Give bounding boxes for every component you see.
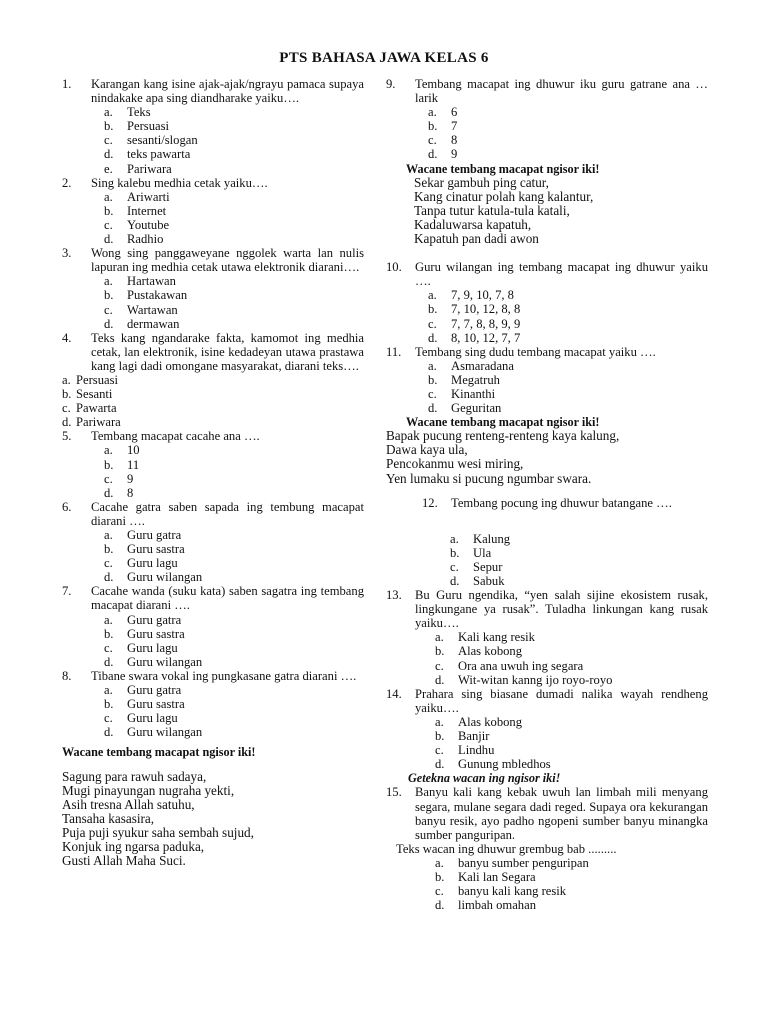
option-letter: c. bbox=[104, 217, 113, 232]
option-letter: b. bbox=[104, 626, 114, 641]
option-text: Lindhu bbox=[458, 743, 495, 758]
option-text: Teks bbox=[127, 105, 151, 120]
option-text: Pawarta bbox=[76, 401, 117, 416]
option-letter: d. bbox=[435, 898, 445, 913]
option-letter: b. bbox=[104, 697, 114, 712]
answer-option bbox=[104, 556, 364, 570]
option-text: Wartawan bbox=[127, 302, 178, 317]
option-letter: a. bbox=[104, 443, 113, 458]
answer-option bbox=[428, 387, 708, 401]
option-letter: a. bbox=[104, 189, 113, 204]
option-text: Internet bbox=[127, 203, 167, 218]
option-letter: b. bbox=[435, 644, 445, 659]
option-letter: c. bbox=[104, 471, 113, 486]
answer-option bbox=[104, 317, 364, 331]
option-text: Guru wilangan bbox=[127, 654, 203, 669]
answer-option bbox=[104, 303, 364, 317]
option-text: 7 bbox=[451, 119, 458, 134]
option-text: Kali lan Segara bbox=[458, 869, 536, 884]
answer-option bbox=[435, 673, 708, 687]
option-text: dermawan bbox=[127, 316, 180, 331]
answer-option bbox=[104, 486, 364, 500]
option-text: Guru wilangan bbox=[127, 725, 203, 740]
question-text: Tembang macapat ing dhuwur iku guru gatrane ana … larik bbox=[415, 77, 708, 106]
answer-option bbox=[428, 317, 708, 331]
option-letter: d. bbox=[428, 330, 438, 345]
answer-option bbox=[104, 162, 364, 176]
question-number: 13. bbox=[386, 588, 402, 603]
question-text: Teks kang ngandarake fakta, kamomot ing medhia cetak, lan elektronik, isine kedadeyan utawa prastawa kang lagi dadi omongane masyarakat, diarani teks…. bbox=[91, 330, 364, 373]
answer-option bbox=[62, 401, 364, 415]
answer-option bbox=[104, 697, 364, 711]
answer-option bbox=[104, 218, 364, 232]
answer-option bbox=[428, 359, 708, 373]
answer-option bbox=[428, 401, 708, 415]
option-letter: c. bbox=[428, 386, 437, 401]
option-letter: a. bbox=[104, 528, 113, 542]
option-text: 8 bbox=[127, 485, 134, 500]
option-text: Guru lagu bbox=[127, 711, 178, 726]
option-letter: a. bbox=[435, 855, 444, 870]
question-7 bbox=[62, 584, 364, 669]
option-text: Hartawan bbox=[127, 274, 176, 289]
left-column bbox=[62, 77, 364, 868]
option-text: Guru wilangan bbox=[127, 570, 203, 585]
section-header: Wacane tembang macapat ngisor iki! bbox=[406, 415, 600, 430]
poem-line: Tanpa tutur katula-tula katali, bbox=[414, 202, 570, 218]
option-text: teks pawarta bbox=[127, 147, 191, 162]
question-stem bbox=[386, 345, 708, 359]
option-text: Radhio bbox=[127, 232, 164, 247]
poem-2 bbox=[386, 176, 708, 246]
section-header: Getekna wacan ing ngisor iki! bbox=[408, 771, 561, 786]
option-letter: b. bbox=[435, 729, 445, 744]
option-text: Sabuk bbox=[473, 574, 505, 588]
answer-option bbox=[435, 659, 708, 673]
answer-option bbox=[428, 373, 708, 387]
answer-option bbox=[450, 574, 708, 588]
option-letter: d. bbox=[104, 725, 114, 740]
question-number: 15. bbox=[386, 785, 402, 800]
option-text: Youtube bbox=[127, 217, 170, 232]
option-letter: c. bbox=[435, 743, 444, 758]
question-stem bbox=[62, 669, 364, 683]
question-text: Bu Guru ngendika, “yen salah sijine ekosistem rusak, lingkungane ya rusak”. Tuladha linkungan kang rusak yaiku…. bbox=[415, 588, 708, 631]
question-12 bbox=[386, 496, 708, 588]
question-number: 9. bbox=[386, 77, 396, 91]
answer-option bbox=[62, 415, 364, 429]
option-letter: d. bbox=[104, 232, 114, 247]
poem-line: Puja puji syukur saha sembah sujud, bbox=[62, 824, 254, 840]
question-number: 12. bbox=[422, 495, 438, 510]
option-letter: b. bbox=[104, 542, 114, 557]
option-letter: c. bbox=[104, 711, 113, 726]
option-text: Guru sastra bbox=[127, 542, 185, 557]
option-text: 9 bbox=[127, 471, 134, 486]
question-5 bbox=[62, 429, 364, 499]
option-letter: c. bbox=[104, 640, 113, 655]
option-letter: a. bbox=[428, 358, 437, 373]
answer-option bbox=[435, 757, 708, 771]
option-text: Megatruh bbox=[451, 372, 500, 387]
option-letter: d. bbox=[450, 574, 460, 588]
option-letter: d. bbox=[104, 316, 114, 331]
question-text: Tembang sing dudu tembang macapat yaiku …. bbox=[415, 344, 656, 359]
option-letter: b. bbox=[104, 119, 114, 134]
answer-option bbox=[104, 655, 364, 669]
question-number: 2. bbox=[62, 175, 72, 190]
option-text: 7, 9, 10, 7, 8 bbox=[451, 288, 514, 303]
option-letter: d. bbox=[104, 147, 114, 162]
answer-option bbox=[104, 613, 364, 627]
question-number: 7. bbox=[62, 584, 72, 599]
option-text: Gunung mbledhos bbox=[458, 757, 551, 772]
option-text: Alas kobong bbox=[458, 644, 523, 659]
poem-1 bbox=[62, 770, 364, 869]
question-14 bbox=[386, 687, 708, 772]
option-letter: e. bbox=[104, 161, 113, 176]
answer-option bbox=[450, 560, 708, 574]
option-letter: c. bbox=[435, 884, 444, 899]
option-letter: a. bbox=[104, 105, 113, 120]
option-text: Sesanti bbox=[76, 387, 113, 402]
option-letter: d. bbox=[104, 654, 114, 669]
poem-line: Kapatuh pan dadi awon bbox=[414, 231, 539, 247]
question-text: Banyu kali kang kebak uwuh lan limbah mili menyang segara, mulane segara dadi reged. Supaya ora kekurangan banyu resik, ayo padho ngopeni sumber banyu minangka sumber panguripan. bbox=[415, 785, 708, 842]
question-9 bbox=[386, 77, 708, 162]
answer-option bbox=[104, 683, 364, 697]
poem-3 bbox=[386, 429, 708, 485]
question-text: Wong sing panggaweyane nggolek warta lan nulis lapuran ing medhia cetak utawa elektronik diarani…. bbox=[91, 246, 364, 275]
question-stem bbox=[62, 246, 364, 274]
question-number: 11. bbox=[386, 344, 402, 359]
question-6 bbox=[62, 500, 364, 585]
question-4 bbox=[62, 331, 364, 430]
poem-line: Pencokanmu wesi miring, bbox=[386, 456, 524, 472]
question-text: Prahara sing biasane dumadi nalika wayah rendheng yaiku…. bbox=[415, 686, 708, 715]
question-prompt: Teks wacan ing dhuwur grembug bab ......... bbox=[396, 841, 617, 856]
option-text: Alas kobong bbox=[458, 714, 523, 729]
option-text: Asmaradana bbox=[451, 358, 514, 373]
section-header: Wacane tembang macapat ngisor iki! bbox=[406, 161, 600, 176]
question-stem bbox=[386, 785, 708, 841]
answer-option bbox=[450, 532, 708, 546]
poem-line: Kadaluwarsa kapatuh, bbox=[414, 216, 532, 232]
option-letter: b. bbox=[104, 288, 114, 303]
question-stem bbox=[422, 496, 708, 510]
question-1 bbox=[62, 77, 364, 176]
option-text: Guru gatra bbox=[127, 612, 182, 627]
answer-option bbox=[435, 743, 708, 757]
answer-option bbox=[435, 644, 708, 658]
option-text: Persuasi bbox=[76, 372, 118, 387]
answer-option bbox=[104, 232, 364, 246]
answer-option bbox=[450, 546, 708, 560]
answer-option bbox=[104, 711, 364, 725]
option-text: Ora ana uwuh ing segara bbox=[458, 658, 584, 673]
page-title: PTS BAHASA JAWA KELAS 6 bbox=[279, 50, 489, 66]
option-letter: b. bbox=[428, 372, 438, 387]
option-letter: d. bbox=[104, 570, 114, 585]
option-text: Kali kang resik bbox=[458, 630, 535, 645]
option-letter: a. bbox=[428, 105, 437, 120]
option-letter: d. bbox=[428, 401, 438, 416]
answer-option bbox=[428, 302, 708, 316]
option-text: 7, 10, 12, 8, 8 bbox=[451, 302, 521, 317]
question-3 bbox=[62, 246, 364, 331]
option-text: Wit-witan kanng ijo royo-royo bbox=[458, 672, 613, 687]
option-letter: b. bbox=[428, 302, 438, 317]
question-number: 14. bbox=[386, 686, 402, 701]
question-stem bbox=[62, 584, 364, 612]
question-stem bbox=[62, 500, 364, 528]
answer-option bbox=[435, 715, 708, 729]
answer-option bbox=[435, 729, 708, 743]
question-stem bbox=[386, 687, 708, 715]
question-stem bbox=[62, 77, 364, 105]
answer-option bbox=[435, 884, 708, 898]
option-letter: c. bbox=[435, 658, 444, 673]
option-text: 8 bbox=[451, 133, 458, 148]
question-number: 1. bbox=[62, 77, 72, 91]
option-letter: b. bbox=[104, 457, 114, 472]
answer-option bbox=[435, 856, 708, 870]
option-letter: b. bbox=[450, 545, 460, 560]
option-text: Banjir bbox=[458, 729, 490, 744]
answer-option bbox=[104, 725, 364, 739]
question-text: Sing kalebu medhia cetak yaiku…. bbox=[91, 175, 268, 190]
question-number: 3. bbox=[62, 246, 72, 261]
answer-option bbox=[104, 147, 364, 161]
option-text: Pariwara bbox=[76, 415, 121, 430]
section-header: Wacane tembang macapat ngisor iki! bbox=[62, 745, 256, 760]
question-stem bbox=[386, 260, 708, 288]
answer-option bbox=[104, 458, 364, 472]
option-text: sesanti/slogan bbox=[127, 133, 198, 148]
option-letter: a. bbox=[104, 612, 113, 627]
option-text: 8, 10, 12, 7, 7 bbox=[451, 330, 521, 345]
option-letter: d. bbox=[435, 672, 445, 687]
option-letter: b. bbox=[62, 387, 72, 402]
answer-option bbox=[62, 387, 364, 401]
poem-line: Mugi pinayungan nugraha yekti, bbox=[62, 782, 235, 798]
answer-option bbox=[104, 133, 364, 147]
answer-option bbox=[104, 570, 364, 584]
poem-line: Gusti Allah Maha Suci. bbox=[62, 853, 186, 869]
answer-option bbox=[104, 204, 364, 218]
option-letter: a. bbox=[435, 714, 444, 729]
poem-line: Sagung para rawuh sadaya, bbox=[62, 768, 207, 784]
option-letter: d. bbox=[428, 147, 438, 162]
answer-option bbox=[104, 443, 364, 457]
option-text: Ariwarti bbox=[127, 189, 170, 204]
option-letter: a. bbox=[104, 683, 113, 698]
option-text: 7, 7, 8, 8, 9, 9 bbox=[451, 316, 521, 331]
answer-option bbox=[104, 105, 364, 119]
question-text: Guru wilangan ing tembang macapat ing dhuwur yaiku …. bbox=[415, 260, 708, 289]
option-letter: c. bbox=[104, 302, 113, 317]
poem-line: Sekar gambuh ping catur, bbox=[414, 174, 549, 190]
question-stem bbox=[62, 176, 364, 190]
answer-option bbox=[104, 542, 364, 556]
option-letter: c. bbox=[62, 401, 71, 416]
question-number: 8. bbox=[62, 668, 72, 683]
option-text: Guru gatra bbox=[127, 528, 182, 542]
question-stem bbox=[62, 429, 364, 443]
question-text: Cacahe gatra saben sapada ing tembung macapat diarani …. bbox=[91, 499, 364, 528]
answer-option bbox=[428, 147, 708, 161]
option-letter: c. bbox=[104, 133, 113, 148]
option-letter: a. bbox=[428, 288, 437, 303]
option-text: Guru lagu bbox=[127, 556, 178, 571]
answer-option bbox=[428, 105, 708, 119]
question-text: Tibane swara vokal ing pungkasane gatra diarani …. bbox=[91, 668, 357, 683]
option-letter: a. bbox=[435, 630, 444, 645]
option-letter: a. bbox=[62, 372, 71, 387]
answer-option bbox=[104, 641, 364, 655]
question-text: Cacahe wanda (suku kata) saben sagatra ing tembang macapat diarani …. bbox=[91, 584, 364, 613]
question-11 bbox=[386, 345, 708, 415]
answer-option bbox=[104, 288, 364, 302]
option-letter: d. bbox=[62, 415, 72, 430]
answer-option bbox=[104, 274, 364, 288]
option-text: Pustakawan bbox=[127, 288, 188, 303]
answer-option bbox=[435, 898, 708, 912]
question-15 bbox=[386, 785, 708, 912]
question-13 bbox=[386, 588, 708, 687]
question-stem bbox=[386, 588, 708, 630]
answer-option bbox=[104, 528, 364, 542]
option-letter: a. bbox=[104, 274, 113, 289]
option-text: Kalung bbox=[473, 531, 511, 546]
question-10 bbox=[386, 260, 708, 345]
answer-option bbox=[62, 373, 364, 387]
option-text: banyu kali kang resik bbox=[458, 884, 567, 899]
option-text: Kinanthi bbox=[451, 386, 496, 401]
poem-line: Konjuk ing ngarsa paduka, bbox=[62, 838, 205, 854]
answer-option bbox=[428, 133, 708, 147]
question-text: Karangan kang isine ajak-ajak/ngrayu pamaca supaya nindakake apa sing diandharake yaiku…. bbox=[91, 77, 364, 106]
answer-option bbox=[104, 627, 364, 641]
option-letter: b. bbox=[104, 203, 114, 218]
option-text: Ula bbox=[473, 545, 492, 560]
option-letter: c. bbox=[428, 316, 437, 331]
option-text: 10 bbox=[127, 443, 140, 458]
question-2 bbox=[62, 176, 364, 246]
answer-option bbox=[104, 119, 364, 133]
poem-line: Bapak pucung renteng-renteng kaya kalung, bbox=[386, 428, 620, 444]
poem-line: Dawa kaya ula, bbox=[386, 442, 468, 458]
option-letter: b. bbox=[435, 869, 445, 884]
answer-option bbox=[428, 119, 708, 133]
poem-line: Yen lumaku si pucung ngumbar swara. bbox=[386, 470, 592, 486]
answer-option bbox=[435, 630, 708, 644]
poem-line: Asih tresna Allah satuhu, bbox=[62, 796, 195, 812]
option-text: Geguritan bbox=[451, 401, 502, 416]
option-text: Persuasi bbox=[127, 119, 169, 134]
option-text: Guru sastra bbox=[127, 697, 185, 712]
option-letter: a. bbox=[450, 531, 459, 546]
option-text: 9 bbox=[451, 147, 458, 162]
option-text: limbah omahan bbox=[458, 898, 536, 913]
answer-option bbox=[104, 190, 364, 204]
poem-line: Kang cinatur polah kang kalantur, bbox=[414, 188, 594, 204]
option-letter: c. bbox=[450, 559, 459, 574]
option-text: Guru gatra bbox=[127, 683, 182, 698]
option-letter: c. bbox=[428, 133, 437, 148]
poem-line: Tansaha kasasira, bbox=[62, 810, 155, 826]
answer-option bbox=[428, 288, 708, 302]
question-8 bbox=[62, 669, 364, 739]
question-number: 5. bbox=[62, 429, 72, 444]
answer-option bbox=[104, 472, 364, 486]
right-column bbox=[386, 77, 708, 912]
option-letter: c. bbox=[104, 556, 113, 571]
answer-option bbox=[428, 331, 708, 345]
question-number: 6. bbox=[62, 499, 72, 514]
answer-option bbox=[435, 870, 708, 884]
option-text: banyu sumber penguripan bbox=[458, 855, 589, 870]
option-text: 6 bbox=[451, 105, 458, 120]
question-stem bbox=[62, 331, 364, 373]
option-letter: b. bbox=[428, 119, 438, 134]
question-text: Tembang macapat cacahe ana …. bbox=[91, 429, 260, 444]
question-number: 4. bbox=[62, 330, 72, 345]
option-letter: d. bbox=[104, 485, 114, 500]
question-number: 10. bbox=[386, 260, 402, 275]
option-text: Guru lagu bbox=[127, 640, 178, 655]
option-text: 11 bbox=[127, 457, 140, 472]
option-text: Sepur bbox=[473, 559, 503, 574]
option-text: Pariwara bbox=[127, 161, 172, 176]
option-text: Guru sastra bbox=[127, 626, 185, 641]
question-text: Tembang pocung ing dhuwur batangane …. bbox=[451, 495, 672, 510]
option-letter: d. bbox=[435, 757, 445, 772]
question-stem bbox=[386, 77, 708, 105]
